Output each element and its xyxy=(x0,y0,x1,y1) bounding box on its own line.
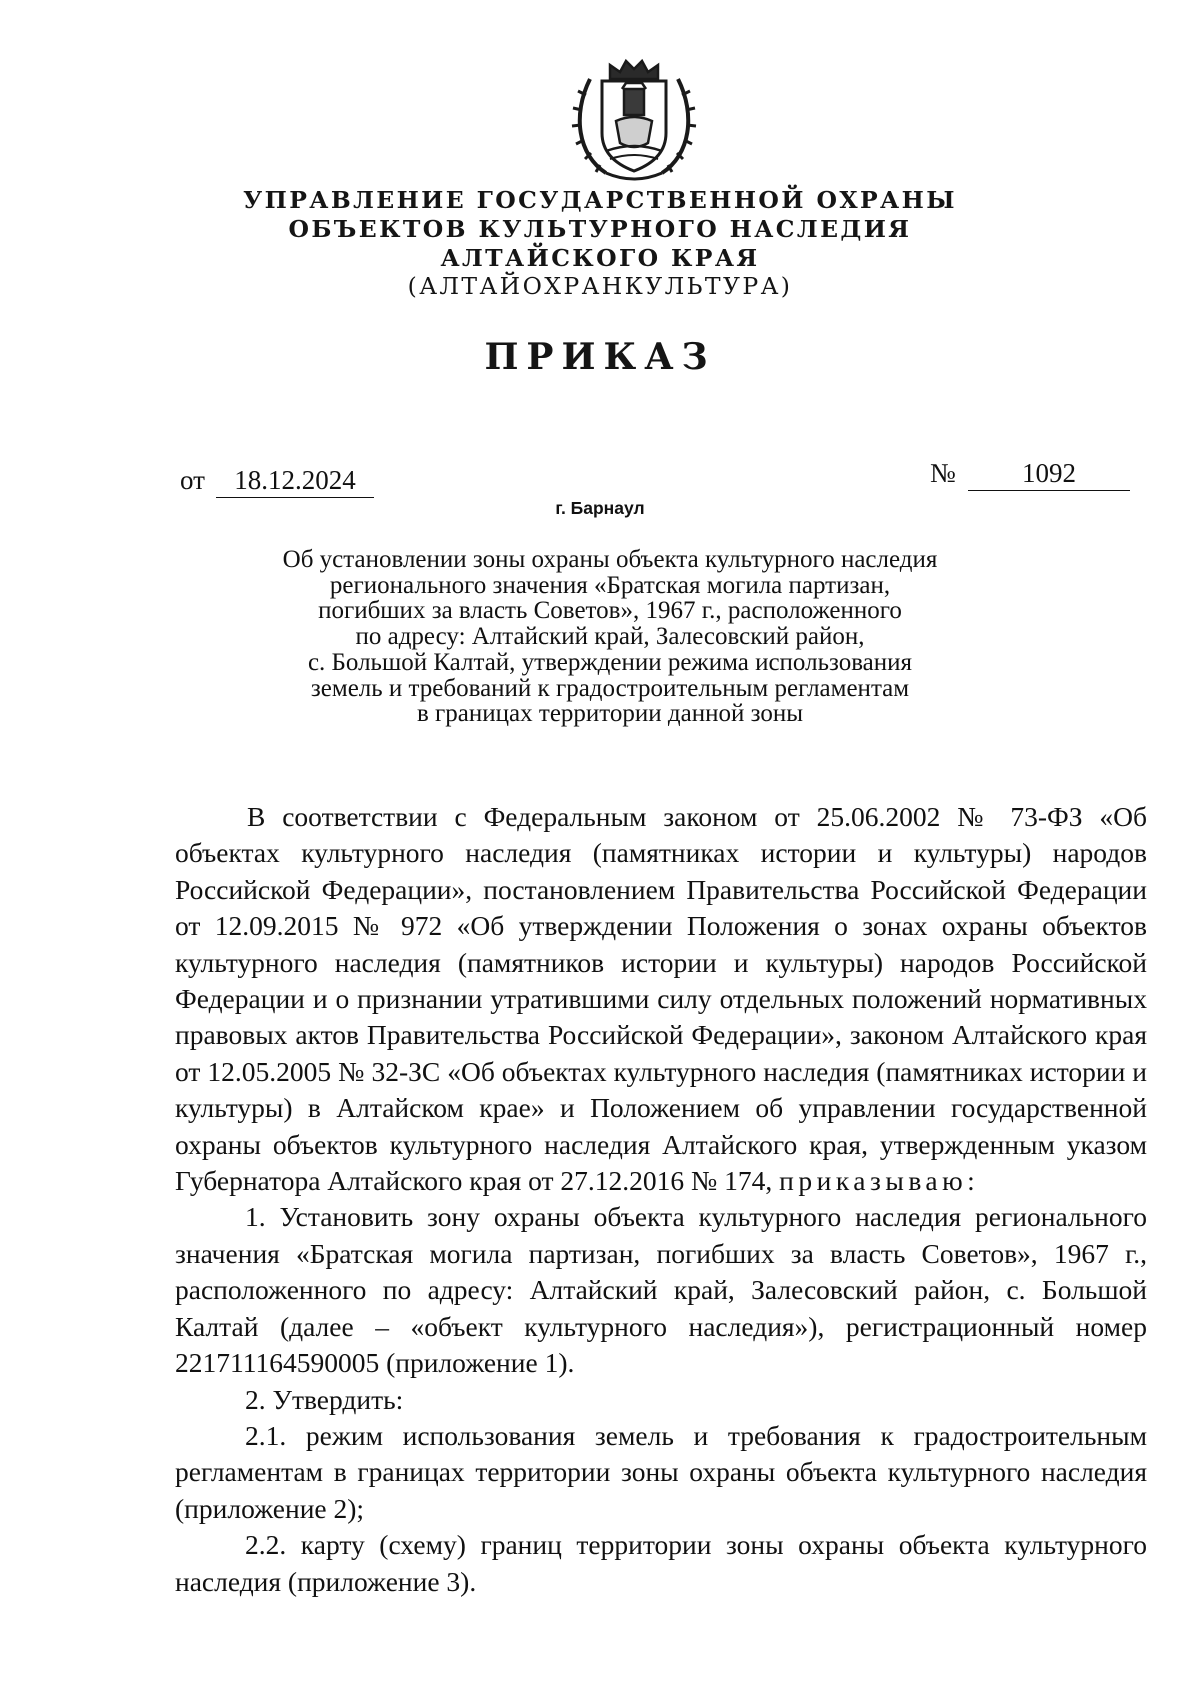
preamble-text: В соответствии с Федеральным законом от 25.06.2002 № 73-ФЗ «Об объектах культурного наследия (памятниках истории и культуры) народов Российской Федерации», постановлением Правительства Российской Федерации от 12.09.2015 № 972 «Об утверждении Положения о зонах охраны объектов культурного наследия (памятников истории и культуры) народов Российской Федерации и о признании утратившими силу отдельных положений нормативных правовых актов Правительства Российской Федерации», законом Алтайского края от 12.05.2005 № 32-ЗС «Об объектах культурного наследия (памятниках истории и культуры) в Алтайском крае» и Положением об управлении государственной охраны объектов культурного наследия Алтайского края, утвержденным указом Губернатора Алтайского края от 27.12.2016 № 174, xyxy=(175,801,1147,1197)
date-label: от xyxy=(180,465,205,495)
organization-name-line-1: УПРАВЛЕНИЕ ГОСУДАРСТВЕННОЙ ОХРАНЫ xyxy=(243,186,957,214)
document-type-title: ПРИКАЗ xyxy=(484,336,716,378)
subject-line: регионального значения «Братская могила партизан, xyxy=(329,571,891,599)
order-item-1: 1. Установить зону охраны объекта культурного наследия регионального значения «Братская могила партизан, погибших за власть Советов», 1967 г., расположенного по адресу: Алтайский край, Залесовский район, с. Большой Калтай (далее – «объект культурного наследия»), регистрационный номер 221711164590005 (приложение 1). xyxy=(175,1201,1147,1379)
subject-line: в границах территории данной зоны xyxy=(417,700,803,728)
subject-line: земель и требований к градостроительным регламентам xyxy=(310,674,910,702)
document-date: 18.12.2024 xyxy=(216,465,374,498)
subject-line: по адресу: Алтайский край, Залесовский район, xyxy=(355,623,865,651)
subject-line: с. Большой Калтай, утверждении режима использования xyxy=(307,648,913,676)
organization-name-line-2: ОБЪЕКТОВ КУЛЬТУРНОГО НАСЛЕДИЯ xyxy=(288,215,912,243)
document-body xyxy=(175,799,1147,1600)
city-name: г. Барнаул xyxy=(555,498,645,518)
number-label: № xyxy=(930,458,956,488)
document-subject xyxy=(170,547,1050,727)
order-word: приказываю: xyxy=(779,1165,980,1197)
order-item-2: 2. Утвердить: xyxy=(245,1383,404,1415)
document-number: 1092 xyxy=(968,458,1130,491)
order-item-2-2: 2.2. карту (схему) границ территории зоны охраны объекта культурного наследия (приложение 3). xyxy=(175,1529,1147,1597)
coat-of-arms-emblem xyxy=(566,55,702,187)
order-item-2-1: 2.1. режим использования земель и требования к градостроительным регламентам в границах территории зоны охраны объекта культурного наследия (приложение 2); xyxy=(175,1419,1147,1524)
subject-line: Об установлении зоны охраны объекта культурного наследия xyxy=(282,546,938,573)
organization-name-line-3: АЛТАЙСКОГО КРАЯ xyxy=(440,244,760,272)
organization-short-name: (АЛТАЙОХРАНКУЛЬТУРА) xyxy=(407,272,793,300)
subject-line: погибших за власть Советов», 1967 г., расположенного xyxy=(318,597,902,625)
preamble-paragraph xyxy=(175,799,1147,1199)
